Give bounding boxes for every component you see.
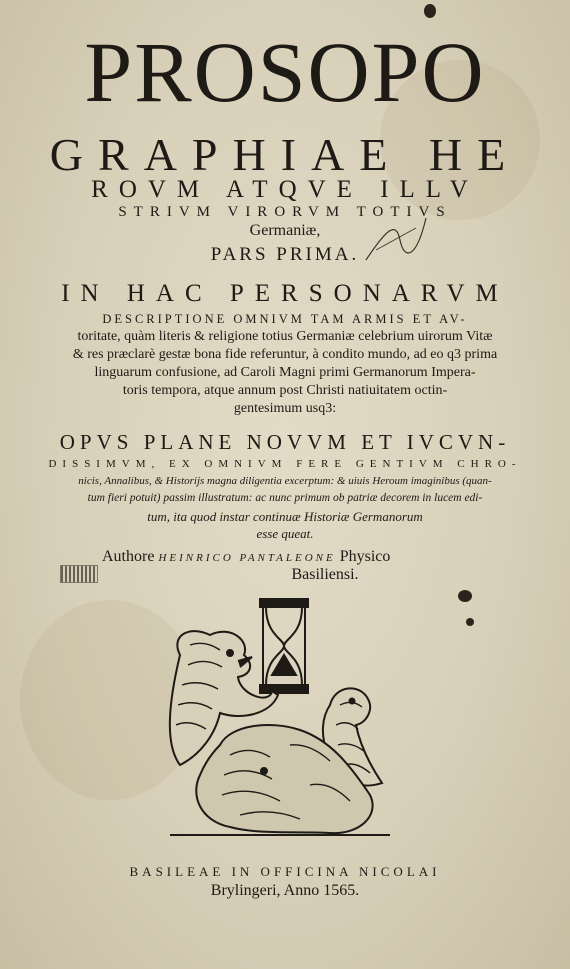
description-line-1: DESCRIPTIONE OMNIVM TAM ARMIS ET AV- — [102, 312, 468, 326]
imprint-line-1: BASILEAE IN OFFICINA NICOLAI — [129, 864, 441, 879]
opus-line-1: DISSIMVM, EX OMNIVM FERE GENTIVM CHRO- — [48, 458, 522, 470]
title-line-6: PARS PRIMA. — [210, 244, 360, 265]
handwritten-mark — [356, 210, 446, 270]
opus-heading: OPVS PLANE NOVVM ET IVCVN- — [59, 430, 511, 454]
library-stamp — [60, 565, 98, 583]
description-line-6: gentesimum usq3: — [233, 401, 337, 416]
description-line-2: toritate, quàm literis & religione totius Germaniæ celebrium uirorum Vitæ — [77, 329, 493, 344]
woodcut-illustration — [160, 595, 400, 845]
author-name: HEINRICO PANTALEONE — [158, 552, 336, 564]
description-line-3: & res præclarè gestæ bona fide referuntur, à condito mundo, ad eo q3 prima — [72, 347, 498, 362]
hourglass-icon — [260, 599, 308, 693]
opus-line-5: esse queat. — [256, 526, 314, 541]
imprint-line-2: Brylingeri, Anno 1565. — [210, 882, 360, 899]
author-prefix: Authore — [102, 548, 155, 565]
opus-line-4: tum, ita quod instar continuæ Historiæ Germanorum — [147, 509, 423, 524]
title-line-2: GRAPHIAE HE — [49, 129, 521, 180]
title-line-4: STRIVM VIRORVM TOTIVS — [118, 204, 452, 220]
title-line-1: PROSOPO — [84, 24, 486, 120]
opus-line-3: tum fieri potuit) passim illustratum: ac nunc primum ob patriæ decorem in lucem edi- — [87, 492, 483, 504]
description-line-4: linguarum confusione, ad Caroli Magni primi Germanorum Impera- — [94, 365, 476, 380]
ink-blot — [424, 4, 436, 18]
author-line-2: Basiliensi. — [291, 566, 359, 583]
title-line-5: Germaniæ, — [249, 222, 321, 239]
author-line — [102, 548, 522, 566]
title-line-3: ROVM ATQVE ILLV — [91, 176, 479, 203]
ink-blot — [466, 618, 474, 626]
author-suffix: Physico — [339, 548, 391, 565]
description-heading: IN HAC PERSONARVM — [61, 280, 509, 307]
description-line-5: toris tempora, atque annum post Christi natiuitatem octin- — [122, 383, 448, 398]
ink-blot — [458, 590, 472, 602]
opus-line-2: nicis, Annalibus, & Historijs magna diligentia excerptum: & uiuis Heroum imaginibus (quan- — [78, 475, 492, 487]
